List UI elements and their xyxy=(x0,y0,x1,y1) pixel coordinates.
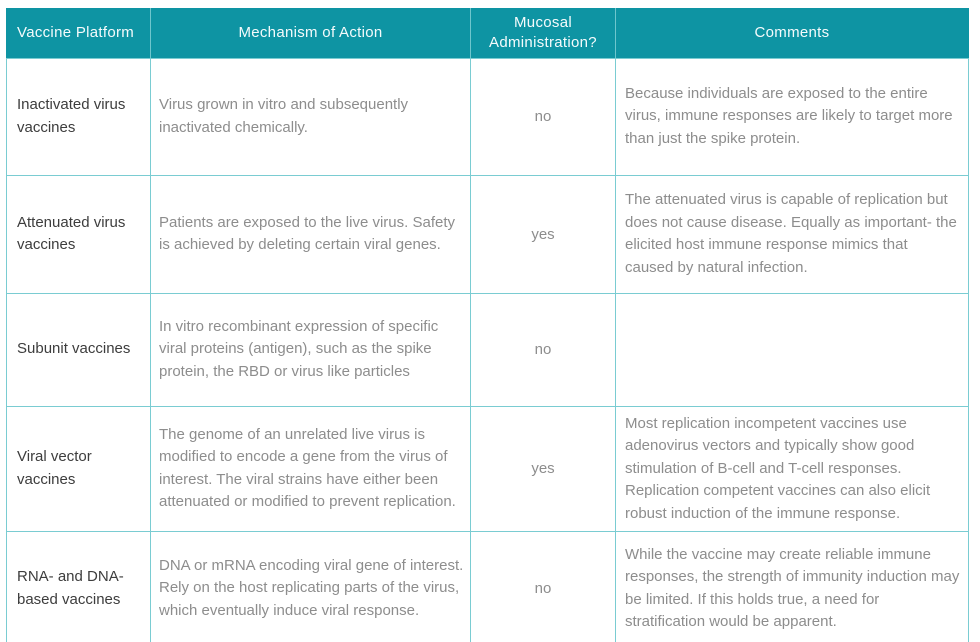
mucosal-value: no xyxy=(471,293,616,406)
platform-name: RNA- and DNA-based vaccines xyxy=(7,532,151,642)
platform-name: Attenuated virus vaccines xyxy=(7,175,151,293)
mechanism-text: Virus grown in vitro and subsequently inactivated chemically. xyxy=(151,58,471,175)
header-mechanism-of-action: Mechanism of Action xyxy=(151,9,471,59)
header-mucosal-administration: Mucosal Administration? xyxy=(471,9,616,59)
mechanism-text: Patients are exposed to the live virus. Safety is achieved by deleting certain viral genes. xyxy=(151,175,471,293)
platform-name: Viral vector vaccines xyxy=(7,406,151,532)
platform-name: Subunit vaccines xyxy=(7,293,151,406)
comments-text: The attenuated virus is capable of replication but does not cause disease. Equally as important- the elicited host immune response mimics that caused by natural infection. xyxy=(616,175,969,293)
vaccine-platform-table xyxy=(6,8,969,642)
mechanism-text: In vitro recombinant expression of specific viral proteins (antigen), such as the spike protein, the RBD or virus like particles xyxy=(151,293,471,406)
comments-text: Most replication incompetent vaccines use adenovirus vectors and typically show good stimulation of B-cell and T-cell responses. Replication competent vaccines can also elicit robust induction of the immune response. xyxy=(616,406,969,532)
mucosal-value: yes xyxy=(471,406,616,532)
comments-text: Because individuals are exposed to the entire virus, immune responses are likely to target more than just the spike protein. xyxy=(616,58,969,175)
mucosal-value: yes xyxy=(471,175,616,293)
header-comments: Comments xyxy=(616,9,969,59)
header-vaccine-platform: Vaccine Platform xyxy=(7,9,151,59)
mucosal-value: no xyxy=(471,532,616,642)
mucosal-value: no xyxy=(471,58,616,175)
table-header-row xyxy=(7,9,969,59)
table-row xyxy=(7,293,969,406)
table-row xyxy=(7,532,969,642)
table-row xyxy=(7,58,969,175)
comments-text xyxy=(616,293,969,406)
mechanism-text: DNA or mRNA encoding viral gene of interest. Rely on the host replicating parts of the virus, which eventually induce viral response. xyxy=(151,532,471,642)
comments-text: While the vaccine may create reliable immune responses, the strength of immunity induction may be limited. If this holds true, a need for stratification would be apparent. xyxy=(616,532,969,642)
table-row xyxy=(7,406,969,532)
table-row xyxy=(7,175,969,293)
mechanism-text: The genome of an unrelated live virus is modified to encode a gene from the virus of interest. The viral strains have either been attenuated or modified to prevent replication. xyxy=(151,406,471,532)
platform-name: Inactivated virus vaccines xyxy=(7,58,151,175)
